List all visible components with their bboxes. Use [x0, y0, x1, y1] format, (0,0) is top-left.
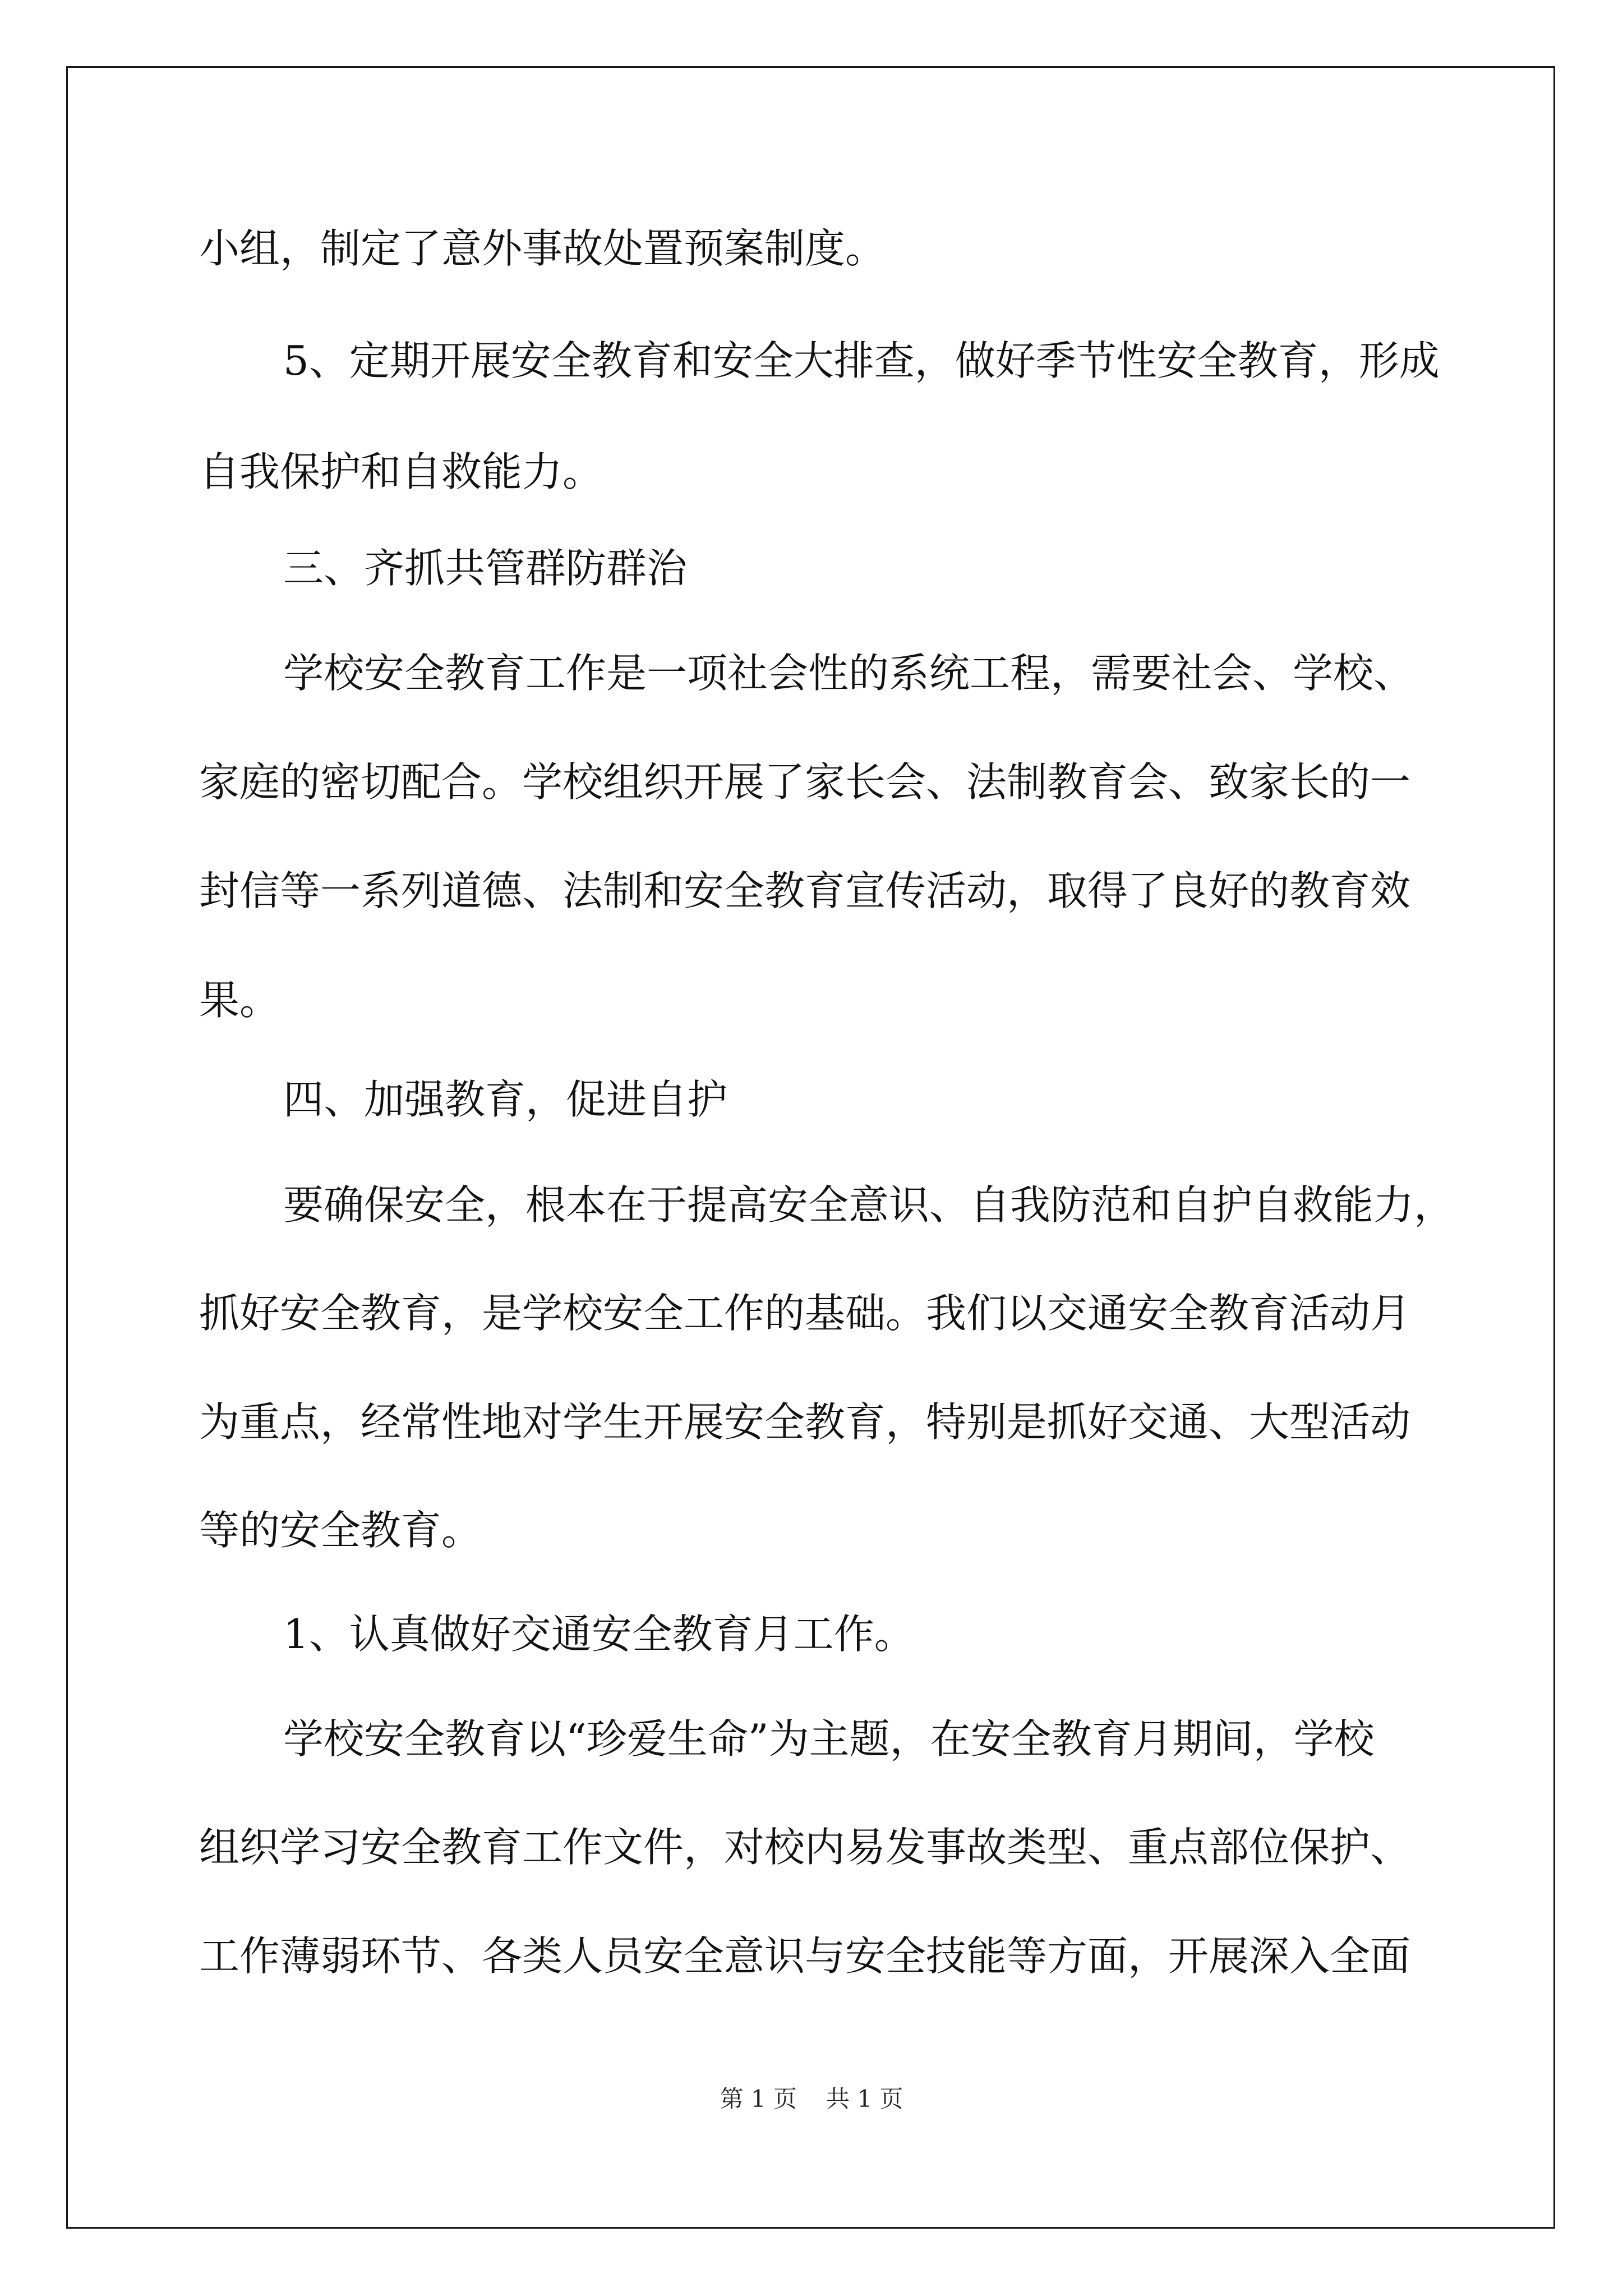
section-heading: 四、加强教育，促进自护	[283, 1076, 728, 1123]
paragraph-line: 为重点，经常性地对学生开展安全教育，特别是抓好交通、大型活动	[199, 1398, 1411, 1446]
page-footer	[0, 2082, 1623, 2116]
paragraph-line: 封信等一系列道德、法制和安全教育宣传活动，取得了良好的教育效	[199, 867, 1411, 914]
paragraph-line: 学校安全教育工作是一项社会性的系统工程，需要社会、学校、	[283, 650, 1414, 697]
page-total: 共 1 页	[826, 2085, 903, 2113]
paragraph-line: 组织学习安全教育工作文件，对校内易发事故类型、重点部位保护、	[199, 1824, 1411, 1871]
paragraph-line: 家庭的密切配合。学校组织开展了家长会、法制教育会、致家长的一	[199, 758, 1411, 806]
paragraph-line: 抓好安全教育，是学校安全工作的基础。我们以交通安全教育活动月	[199, 1290, 1411, 1337]
paragraph-line: 学校安全教育以“珍爱生命”为主题，在安全教育月期间，学校	[283, 1715, 1375, 1763]
paragraph-line: 小组，制定了意外事故处置预案制度。	[199, 225, 886, 272]
paragraph-line: 等的安全教育。	[199, 1507, 482, 1554]
paragraph-line: 要确保安全，根本在于提高安全意识、自我防范和自护自救能力，	[283, 1181, 1455, 1228]
paragraph-line: 自我保护和自救能力。	[199, 448, 603, 495]
paragraph-line: 工作薄弱环节、各类人员安全意识与安全技能等方面，开展深入全面	[199, 1932, 1411, 1980]
page-number: 第 1 页	[720, 2085, 797, 2113]
paragraph-line: 果。	[199, 977, 280, 1024]
paragraph-line: 5、定期开展安全教育和安全大排查，做好季节性安全教育，形成	[283, 337, 1440, 384]
paragraph-line: 1、认真做好交通安全教育月工作。	[283, 1611, 915, 1658]
section-heading: 三、齐抓共管群防群治	[283, 545, 688, 592]
